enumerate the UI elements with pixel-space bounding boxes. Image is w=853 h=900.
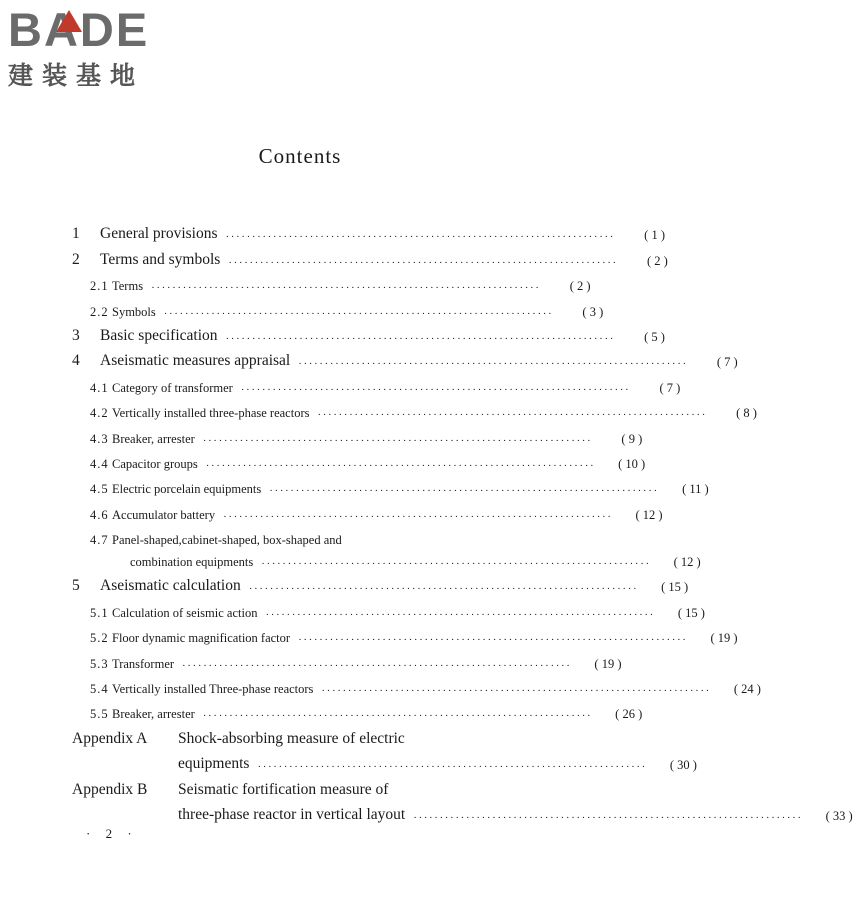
toc-title: Seismatic fortification measure of	[178, 780, 389, 798]
toc-number: 4.5	[90, 482, 109, 497]
toc-title: Breaker, arrester	[112, 431, 195, 446]
toc-title: Category of transformer	[112, 380, 233, 395]
toc-title: Aseismatic calculation	[100, 577, 241, 595]
toc-page: ( 7 )	[659, 380, 681, 395]
toc-entry[interactable]	[72, 421, 643, 447]
toc-number: 1	[72, 225, 80, 243]
leader-dots: ··········································································	[413, 811, 803, 824]
leader-dots: ··········································································	[225, 332, 615, 345]
toc-entry[interactable]	[72, 595, 705, 621]
toc-title: Breaker, arrester	[112, 707, 195, 722]
toc-title: Aseismatic measures appraisal	[100, 352, 291, 370]
toc-entry[interactable]	[72, 672, 761, 698]
toc-title: Shock-absorbing measure of electric	[178, 729, 405, 747]
toc-entry[interactable]	[72, 396, 757, 422]
toc-title: Transformer	[112, 656, 175, 671]
table-of-contents	[72, 218, 853, 824]
toc-page: ( 7 )	[716, 355, 738, 370]
leader-dots: ··········································································	[228, 256, 618, 269]
toc-title: combination equipments	[130, 555, 254, 570]
toc-number: 5.3	[90, 656, 109, 671]
leader-dots: ··········································································	[261, 558, 651, 571]
logo-wordmark: BADE	[8, 3, 150, 56]
toc-number: 3	[72, 326, 80, 344]
toc-title: Floor dynamic magnification factor	[112, 631, 291, 646]
toc-entry-continuation[interactable]	[72, 799, 853, 824]
toc-entry[interactable]	[72, 523, 550, 548]
toc-number: 5.4	[90, 682, 109, 697]
toc-page: ( 33 )	[825, 808, 853, 823]
toc-number: 4.1	[90, 380, 109, 395]
toc-number: 5.2	[90, 631, 109, 646]
toc-title: Capacitor groups	[112, 456, 198, 471]
toc-entry[interactable]	[72, 646, 622, 672]
toc-title: Vertically installed three-phase reactors	[112, 406, 310, 421]
toc-entry[interactable]	[72, 447, 646, 472]
leader-dots: ··········································································	[257, 761, 647, 774]
toc-title: Symbols	[112, 304, 156, 319]
leader-dots: ··········································································	[298, 358, 688, 371]
leader-dots: ··········································································	[248, 583, 639, 596]
leader-dots: ··········································································	[225, 231, 615, 244]
toc-title: Calculation of seismic action	[112, 605, 258, 620]
toc-entry-appendix[interactable]	[72, 773, 550, 798]
toc-number: 4	[72, 352, 80, 370]
toc-page: ( 12 )	[673, 555, 701, 570]
leader-dots: ··········································································	[205, 459, 596, 472]
toc-entry[interactable]	[72, 243, 668, 269]
leader-dots: ··········································································	[202, 710, 593, 723]
toc-number: Appendix B	[72, 780, 148, 798]
toc-number: 4.3	[90, 431, 109, 446]
toc-entry[interactable]	[72, 320, 665, 345]
toc-page: ( 15 )	[661, 580, 689, 595]
toc-page: ( 5 )	[644, 329, 665, 344]
toc-page: ( 9 )	[621, 431, 643, 446]
toc-number: 2	[72, 250, 80, 268]
toc-entry[interactable]	[72, 345, 738, 371]
toc-page: ( 2 )	[569, 279, 591, 294]
toc-page: ( 1 )	[644, 228, 665, 243]
toc-number: 2.2	[90, 304, 109, 319]
toc-number: 5	[72, 577, 80, 595]
toc-page: ( 30 )	[669, 758, 697, 773]
logo-subtitle: 建装基地	[8, 61, 145, 90]
toc-page: ( 10 )	[618, 456, 646, 471]
toc-number: Appendix A	[72, 729, 148, 747]
toc-page: ( 12 )	[635, 507, 663, 522]
toc-page: ( 15 )	[677, 605, 705, 620]
leader-dots: ··········································································	[151, 282, 541, 295]
toc-title: Vertically installed Three-phase reactors	[112, 682, 314, 697]
page-title: Contents	[258, 144, 342, 168]
toc-title: equipments	[178, 755, 250, 773]
toc-page: ( 2 )	[646, 253, 668, 268]
toc-title: three-phase reactor in vertical layout	[178, 805, 406, 823]
leader-dots: ··········································································	[163, 307, 554, 320]
toc-entry[interactable]	[72, 370, 681, 396]
leader-dots: ··········································································	[182, 659, 572, 672]
leader-dots: ··········································································	[269, 485, 659, 498]
toc-title: Panel-shaped,cabinet-shaped, box-shaped and	[112, 533, 342, 548]
toc-number: 5.5	[90, 707, 109, 722]
leader-dots: ··········································································	[298, 634, 688, 647]
toc-entry[interactable]	[72, 497, 663, 523]
leader-dots: ··········································································	[321, 685, 711, 698]
toc-number: 4.7	[90, 533, 109, 548]
toc-title: Terms	[112, 279, 144, 294]
toc-page: ( 11 )	[682, 482, 709, 497]
toc-entry-continuation[interactable]	[72, 748, 697, 774]
logo-accent-triangle	[56, 10, 82, 32]
toc-entry-appendix[interactable]	[72, 722, 550, 747]
toc-entry[interactable]	[72, 472, 709, 498]
toc-number: 4.2	[90, 406, 109, 421]
toc-title: Basic specification	[100, 326, 218, 344]
toc-title: Terms and symbols	[100, 250, 221, 268]
toc-title: General provisions	[100, 225, 218, 243]
toc-page: ( 24 )	[733, 682, 761, 697]
toc-number: 4.6	[90, 507, 109, 522]
toc-title: Electric porcelain equipments	[112, 482, 262, 497]
toc-entry[interactable]	[72, 218, 665, 244]
toc-page: ( 3 )	[582, 304, 604, 319]
toc-entry[interactable]	[72, 621, 738, 647]
toc-page: ( 26 )	[615, 707, 643, 722]
page-number: · 2 ·	[86, 826, 138, 841]
toc-page: ( 8 )	[736, 406, 757, 421]
toc-page: ( 19 )	[710, 631, 738, 646]
toc-entry[interactable]	[72, 697, 643, 723]
toc-entry[interactable]	[72, 294, 604, 320]
leader-dots: ··········································································	[223, 510, 613, 523]
toc-page: ( 19 )	[594, 656, 622, 671]
toc-entry[interactable]	[72, 570, 689, 596]
toc-number: 5.1	[90, 605, 109, 620]
publisher-logo	[8, 3, 178, 92]
leader-dots: ··········································································	[202, 434, 593, 447]
leader-dots: ··········································································	[240, 383, 631, 396]
toc-number: 4.4	[90, 456, 109, 471]
toc-entry-continuation[interactable]	[72, 548, 701, 571]
toc-entry[interactable]	[72, 269, 591, 295]
leader-dots: ··········································································	[317, 409, 707, 422]
toc-number: 2.1	[90, 279, 109, 294]
leader-dots: ··········································································	[265, 608, 655, 621]
toc-title: Accumulator battery	[112, 507, 216, 522]
